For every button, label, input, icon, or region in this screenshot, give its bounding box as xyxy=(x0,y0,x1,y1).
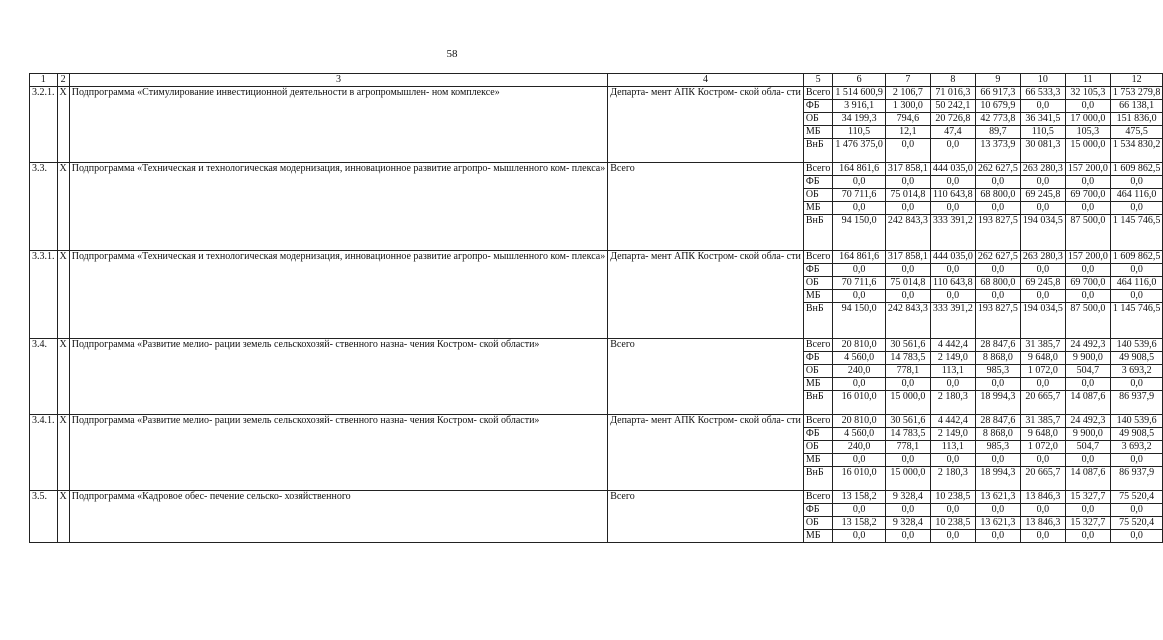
amount-cell: 0,0 xyxy=(1065,176,1110,189)
amount-cell: 4 560,0 xyxy=(833,428,886,441)
amount-cell: 0,0 xyxy=(1020,530,1065,543)
amount-cell: 20 810,0 xyxy=(833,339,886,352)
funding-source: МБ xyxy=(803,454,833,467)
amount-cell: 16 010,0 xyxy=(833,391,886,415)
amount-cell: 20 810,0 xyxy=(833,415,886,428)
amount-cell: 794,6 xyxy=(885,113,930,126)
amount-cell: 0,0 xyxy=(885,290,930,303)
column-number: 3 xyxy=(69,74,607,87)
page-number: 58 xyxy=(446,48,458,60)
amount-cell: 28 847,6 xyxy=(975,339,1020,352)
amount-cell: 2 149,0 xyxy=(930,352,975,365)
amount-cell: 0,0 xyxy=(975,454,1020,467)
amount-cell: 9 900,0 xyxy=(1065,352,1110,365)
program-code: 3.3. xyxy=(30,163,58,251)
amount-cell: 86 937,9 xyxy=(1110,391,1163,415)
amount-cell: 66 917,3 xyxy=(975,87,1020,100)
funding-source: ФБ xyxy=(803,176,833,189)
amount-cell: 140 539,6 xyxy=(1110,339,1163,352)
amount-cell: 1 514 600,9 xyxy=(833,87,886,100)
funding-source: Всего xyxy=(803,491,833,504)
amount-cell: 110 643,8 xyxy=(930,189,975,202)
amount-cell: 87 500,0 xyxy=(1065,303,1110,339)
amount-cell: 47,4 xyxy=(930,126,975,139)
amount-cell: 113,1 xyxy=(930,441,975,454)
amount-cell: 0,0 xyxy=(885,530,930,543)
amount-cell: 31 385,7 xyxy=(1020,415,1065,428)
program-name: Подпрограмма «Развитие мелио- рации земель сельскохозяй- ственного назна- чения Костром- ской области» xyxy=(69,415,607,491)
amount-cell: 20 726,8 xyxy=(930,113,975,126)
amount-cell: 10 238,5 xyxy=(930,517,975,530)
amount-cell: 30 561,6 xyxy=(885,415,930,428)
amount-cell: 2 180,3 xyxy=(930,467,975,491)
amount-cell: 504,7 xyxy=(1065,365,1110,378)
funding-source: ФБ xyxy=(803,352,833,365)
amount-cell: 70 711,6 xyxy=(833,277,886,290)
amount-cell: 50 242,1 xyxy=(930,100,975,113)
amount-cell: 32 105,3 xyxy=(1065,87,1110,100)
amount-cell: 1 072,0 xyxy=(1020,365,1065,378)
amount-cell: 86 937,9 xyxy=(1110,467,1163,491)
amount-cell: 0,0 xyxy=(1065,202,1110,215)
amount-cell: 68 800,0 xyxy=(975,189,1020,202)
program-executor: Департа- мент АПК Костром- ской обла- сти xyxy=(608,415,804,491)
amount-cell: 504,7 xyxy=(1065,441,1110,454)
column-number: 12 xyxy=(1110,74,1163,87)
program-name: Подпрограмма «Стимулирование инвестиционной деятельности в агропромышлен- ном комплексе» xyxy=(69,87,607,163)
amount-cell: 14 087,6 xyxy=(1065,467,1110,491)
amount-cell: 9 328,4 xyxy=(885,491,930,504)
amount-cell: 1 072,0 xyxy=(1020,441,1065,454)
amount-cell: 0,0 xyxy=(1065,378,1110,391)
program-name: Подпрограмма «Техническая и технологическая модернизация, инновационное развитие агропро- мышленного ком- плекса» xyxy=(69,163,607,251)
program-code: 3.4.1. xyxy=(30,415,58,491)
amount-cell: 0,0 xyxy=(930,202,975,215)
amount-cell: 1 145 746,5 xyxy=(1110,303,1163,339)
column-number: 10 xyxy=(1020,74,1065,87)
amount-cell: 18 994,3 xyxy=(975,467,1020,491)
amount-cell: 24 492,3 xyxy=(1065,415,1110,428)
amount-cell: 985,3 xyxy=(975,441,1020,454)
table-row xyxy=(30,415,1163,428)
amount-cell: 0,0 xyxy=(1065,530,1110,543)
amount-cell: 9 648,0 xyxy=(1020,352,1065,365)
amount-cell: 262 627,5 xyxy=(975,163,1020,176)
amount-cell: 0,0 xyxy=(1020,290,1065,303)
amount-cell: 0,0 xyxy=(885,176,930,189)
amount-cell: 4 560,0 xyxy=(833,352,886,365)
table-row xyxy=(30,87,1163,100)
amount-cell: 0,0 xyxy=(1020,264,1065,277)
column-number-row xyxy=(30,74,1163,87)
amount-cell: 75 014,8 xyxy=(885,277,930,290)
funding-source: ФБ xyxy=(803,100,833,113)
table-row xyxy=(30,491,1163,504)
amount-cell: 14 783,5 xyxy=(885,428,930,441)
amount-cell: 105,3 xyxy=(1065,126,1110,139)
funding-source: Всего xyxy=(803,339,833,352)
amount-cell: 0,0 xyxy=(975,290,1020,303)
column-number: 9 xyxy=(975,74,1020,87)
amount-cell: 164 861,6 xyxy=(833,251,886,264)
amount-cell: 0,0 xyxy=(1020,504,1065,517)
amount-cell: 75 520,4 xyxy=(1110,517,1163,530)
amount-cell: 69 700,0 xyxy=(1065,277,1110,290)
program-executor: Всего xyxy=(608,339,804,415)
amount-cell: 240,0 xyxy=(833,365,886,378)
funding-source: МБ xyxy=(803,530,833,543)
column-number: 1 xyxy=(30,74,58,87)
amount-cell: 0,0 xyxy=(1110,504,1163,517)
amount-cell: 1 145 746,5 xyxy=(1110,215,1163,251)
amount-cell: 15 000,0 xyxy=(885,391,930,415)
amount-cell: 0,0 xyxy=(885,264,930,277)
funding-source: МБ xyxy=(803,126,833,139)
amount-cell: 0,0 xyxy=(1020,378,1065,391)
amount-cell: 333 391,2 xyxy=(930,303,975,339)
funding-source: ФБ xyxy=(803,264,833,277)
amount-cell: 0,0 xyxy=(975,378,1020,391)
amount-cell: 0,0 xyxy=(975,530,1020,543)
amount-cell: 110,5 xyxy=(833,126,886,139)
column-number: 5 xyxy=(803,74,833,87)
amount-cell: 8 868,0 xyxy=(975,352,1020,365)
amount-cell: 0,0 xyxy=(885,378,930,391)
amount-cell: 4 442,4 xyxy=(930,415,975,428)
amount-cell: 778,1 xyxy=(885,441,930,454)
amount-cell: 164 861,6 xyxy=(833,163,886,176)
funding-source: ВнБ xyxy=(803,303,833,339)
amount-cell: 0,0 xyxy=(1065,504,1110,517)
amount-cell: 194 034,5 xyxy=(1020,215,1065,251)
amount-cell: 12,1 xyxy=(885,126,930,139)
amount-cell: 4 442,4 xyxy=(930,339,975,352)
amount-cell: 20 665,7 xyxy=(1020,467,1065,491)
amount-cell: 1 300,0 xyxy=(885,100,930,113)
program-name: Подпрограмма «Развитие мелио- рации земель сельскохозяй- ственного назна- чения Костром- ской области» xyxy=(69,339,607,415)
amount-cell: 0,0 xyxy=(1020,100,1065,113)
amount-cell: 20 665,7 xyxy=(1020,391,1065,415)
amount-cell: 0,0 xyxy=(1110,176,1163,189)
funding-source: МБ xyxy=(803,202,833,215)
program-mark: X xyxy=(57,251,69,339)
amount-cell: 17 000,0 xyxy=(1065,113,1110,126)
amount-cell: 0,0 xyxy=(885,202,930,215)
amount-cell: 9 328,4 xyxy=(885,517,930,530)
budget-table xyxy=(29,73,1163,543)
program-mark: X xyxy=(57,339,69,415)
funding-source: МБ xyxy=(803,378,833,391)
amount-cell: 0,0 xyxy=(975,264,1020,277)
funding-source: ОБ xyxy=(803,113,833,126)
amount-cell: 1 476 375,0 xyxy=(833,139,886,163)
funding-source: ОБ xyxy=(803,365,833,378)
amount-cell: 0,0 xyxy=(1110,264,1163,277)
amount-cell: 0,0 xyxy=(1110,454,1163,467)
amount-cell: 0,0 xyxy=(1110,290,1163,303)
amount-cell: 263 280,3 xyxy=(1020,251,1065,264)
amount-cell: 464 116,0 xyxy=(1110,189,1163,202)
amount-cell: 18 994,3 xyxy=(975,391,1020,415)
amount-cell: 110,5 xyxy=(1020,126,1065,139)
amount-cell: 36 341,5 xyxy=(1020,113,1065,126)
program-code: 3.4. xyxy=(30,339,58,415)
amount-cell: 1 609 862,5 xyxy=(1110,163,1163,176)
amount-cell: 0,0 xyxy=(1110,202,1163,215)
column-number: 2 xyxy=(57,74,69,87)
amount-cell: 464 116,0 xyxy=(1110,277,1163,290)
amount-cell: 0,0 xyxy=(930,504,975,517)
program-code: 3.2.1. xyxy=(30,87,58,163)
amount-cell: 0,0 xyxy=(833,454,886,467)
amount-cell: 157 200,0 xyxy=(1065,251,1110,264)
program-code: 3.3.1. xyxy=(30,251,58,339)
amount-cell: 0,0 xyxy=(1065,290,1110,303)
amount-cell: 14 783,5 xyxy=(885,352,930,365)
amount-cell: 15 000,0 xyxy=(1065,139,1110,163)
funding-source: ОБ xyxy=(803,277,833,290)
funding-source: ОБ xyxy=(803,441,833,454)
amount-cell: 15 327,7 xyxy=(1065,491,1110,504)
amount-cell: 89,7 xyxy=(975,126,1020,139)
amount-cell: 2 149,0 xyxy=(930,428,975,441)
amount-cell: 42 773,8 xyxy=(975,113,1020,126)
amount-cell: 157 200,0 xyxy=(1065,163,1110,176)
amount-cell: 317 858,1 xyxy=(885,163,930,176)
amount-cell: 778,1 xyxy=(885,365,930,378)
amount-cell: 15 327,7 xyxy=(1065,517,1110,530)
amount-cell: 0,0 xyxy=(1020,202,1065,215)
amount-cell: 13 621,3 xyxy=(975,517,1020,530)
amount-cell: 31 385,7 xyxy=(1020,339,1065,352)
program-executor: Департа- мент АПК Костром- ской обла- сти xyxy=(608,87,804,163)
amount-cell: 69 245,8 xyxy=(1020,277,1065,290)
amount-cell: 0,0 xyxy=(833,504,886,517)
amount-cell: 0,0 xyxy=(930,290,975,303)
amount-cell: 13 158,2 xyxy=(833,517,886,530)
amount-cell: 0,0 xyxy=(833,202,886,215)
program-executor: Департа- мент АПК Костром- ской обла- сти xyxy=(608,251,804,339)
amount-cell: 0,0 xyxy=(833,530,886,543)
amount-cell: 0,0 xyxy=(1020,454,1065,467)
amount-cell: 240,0 xyxy=(833,441,886,454)
amount-cell: 13 158,2 xyxy=(833,491,886,504)
amount-cell: 0,0 xyxy=(885,139,930,163)
amount-cell: 9 648,0 xyxy=(1020,428,1065,441)
amount-cell: 0,0 xyxy=(885,454,930,467)
amount-cell: 3 693,2 xyxy=(1110,441,1163,454)
amount-cell: 28 847,6 xyxy=(975,415,1020,428)
amount-cell: 68 800,0 xyxy=(975,277,1020,290)
program-mark: X xyxy=(57,87,69,163)
amount-cell: 13 373,9 xyxy=(975,139,1020,163)
amount-cell: 3 916,1 xyxy=(833,100,886,113)
funding-source: ВнБ xyxy=(803,139,833,163)
amount-cell: 242 843,3 xyxy=(885,215,930,251)
amount-cell: 0,0 xyxy=(930,139,975,163)
amount-cell: 0,0 xyxy=(1110,378,1163,391)
amount-cell: 0,0 xyxy=(833,264,886,277)
amount-cell: 13 846,3 xyxy=(1020,517,1065,530)
amount-cell: 3 693,2 xyxy=(1110,365,1163,378)
amount-cell: 0,0 xyxy=(1065,100,1110,113)
amount-cell: 13 846,3 xyxy=(1020,491,1065,504)
amount-cell: 0,0 xyxy=(930,530,975,543)
funding-source: ФБ xyxy=(803,504,833,517)
amount-cell: 69 245,8 xyxy=(1020,189,1065,202)
amount-cell: 0,0 xyxy=(1065,454,1110,467)
amount-cell: 75 520,4 xyxy=(1110,491,1163,504)
amount-cell: 0,0 xyxy=(833,290,886,303)
amount-cell: 2 180,3 xyxy=(930,391,975,415)
column-number: 4 xyxy=(608,74,804,87)
column-number: 11 xyxy=(1065,74,1110,87)
amount-cell: 13 621,3 xyxy=(975,491,1020,504)
program-name: Подпрограмма «Техническая и технологическая модернизация, инновационное развитие агропро- мышленного ком- плекса» xyxy=(69,251,607,339)
amount-cell: 49 908,5 xyxy=(1110,352,1163,365)
amount-cell: 262 627,5 xyxy=(975,251,1020,264)
amount-cell: 30 081,3 xyxy=(1020,139,1065,163)
funding-source: Всего xyxy=(803,87,833,100)
amount-cell: 0,0 xyxy=(930,378,975,391)
amount-cell: 14 087,6 xyxy=(1065,391,1110,415)
amount-cell: 333 391,2 xyxy=(930,215,975,251)
table-row xyxy=(30,163,1163,176)
amount-cell: 193 827,5 xyxy=(975,215,1020,251)
program-name: Подпрограмма «Кадровое обес- печение сельско- хозяйственного xyxy=(69,491,607,543)
funding-source: Всего xyxy=(803,415,833,428)
amount-cell: 113,1 xyxy=(930,365,975,378)
amount-cell: 242 843,3 xyxy=(885,303,930,339)
table-row xyxy=(30,251,1163,264)
amount-cell: 0,0 xyxy=(833,378,886,391)
program-mark: X xyxy=(57,163,69,251)
funding-source: МБ xyxy=(803,290,833,303)
amount-cell: 70 711,6 xyxy=(833,189,886,202)
amount-cell: 0,0 xyxy=(833,176,886,189)
amount-cell: 194 034,5 xyxy=(1020,303,1065,339)
amount-cell: 10 238,5 xyxy=(930,491,975,504)
column-number: 8 xyxy=(930,74,975,87)
amount-cell: 30 561,6 xyxy=(885,339,930,352)
amount-cell: 10 679,9 xyxy=(975,100,1020,113)
amount-cell: 0,0 xyxy=(930,176,975,189)
amount-cell: 985,3 xyxy=(975,365,1020,378)
amount-cell: 66 138,1 xyxy=(1110,100,1163,113)
funding-source: ОБ xyxy=(803,517,833,530)
amount-cell: 110 643,8 xyxy=(930,277,975,290)
amount-cell: 0,0 xyxy=(975,504,1020,517)
amount-cell: 71 016,3 xyxy=(930,87,975,100)
amount-cell: 24 492,3 xyxy=(1065,339,1110,352)
amount-cell: 151 836,0 xyxy=(1110,113,1163,126)
amount-cell: 94 150,0 xyxy=(833,303,886,339)
column-number: 7 xyxy=(885,74,930,87)
amount-cell: 66 533,3 xyxy=(1020,87,1065,100)
amount-cell: 317 858,1 xyxy=(885,251,930,264)
amount-cell: 193 827,5 xyxy=(975,303,1020,339)
amount-cell: 16 010,0 xyxy=(833,467,886,491)
amount-cell: 475,5 xyxy=(1110,126,1163,139)
amount-cell: 2 106,7 xyxy=(885,87,930,100)
program-executor: Всего xyxy=(608,491,804,543)
amount-cell: 0,0 xyxy=(930,454,975,467)
table-row xyxy=(30,339,1163,352)
amount-cell: 0,0 xyxy=(1110,530,1163,543)
amount-cell: 0,0 xyxy=(930,264,975,277)
funding-source: ВнБ xyxy=(803,467,833,491)
amount-cell: 34 199,3 xyxy=(833,113,886,126)
amount-cell: 1 609 862,5 xyxy=(1110,251,1163,264)
amount-cell: 49 908,5 xyxy=(1110,428,1163,441)
amount-cell: 0,0 xyxy=(885,504,930,517)
amount-cell: 9 900,0 xyxy=(1065,428,1110,441)
funding-source: ВнБ xyxy=(803,391,833,415)
amount-cell: 94 150,0 xyxy=(833,215,886,251)
amount-cell: 69 700,0 xyxy=(1065,189,1110,202)
program-mark: X xyxy=(57,415,69,491)
amount-cell: 87 500,0 xyxy=(1065,215,1110,251)
amount-cell: 263 280,3 xyxy=(1020,163,1065,176)
program-executor: Всего xyxy=(608,163,804,251)
funding-source: Всего xyxy=(803,251,833,264)
funding-source: ФБ xyxy=(803,428,833,441)
funding-source: Всего xyxy=(803,163,833,176)
amount-cell: 444 035,0 xyxy=(930,251,975,264)
program-code: 3.5. xyxy=(30,491,58,543)
amount-cell: 140 539,6 xyxy=(1110,415,1163,428)
amount-cell: 1 753 279,8 xyxy=(1110,87,1163,100)
amount-cell: 1 534 830,2 xyxy=(1110,139,1163,163)
program-mark: X xyxy=(57,491,69,543)
amount-cell: 8 868,0 xyxy=(975,428,1020,441)
amount-cell: 0,0 xyxy=(975,176,1020,189)
amount-cell: 0,0 xyxy=(1020,176,1065,189)
amount-cell: 0,0 xyxy=(975,202,1020,215)
funding-source: ВнБ xyxy=(803,215,833,251)
amount-cell: 75 014,8 xyxy=(885,189,930,202)
funding-source: ОБ xyxy=(803,189,833,202)
amount-cell: 444 035,0 xyxy=(930,163,975,176)
amount-cell: 15 000,0 xyxy=(885,467,930,491)
column-number: 6 xyxy=(833,74,886,87)
amount-cell: 0,0 xyxy=(1065,264,1110,277)
